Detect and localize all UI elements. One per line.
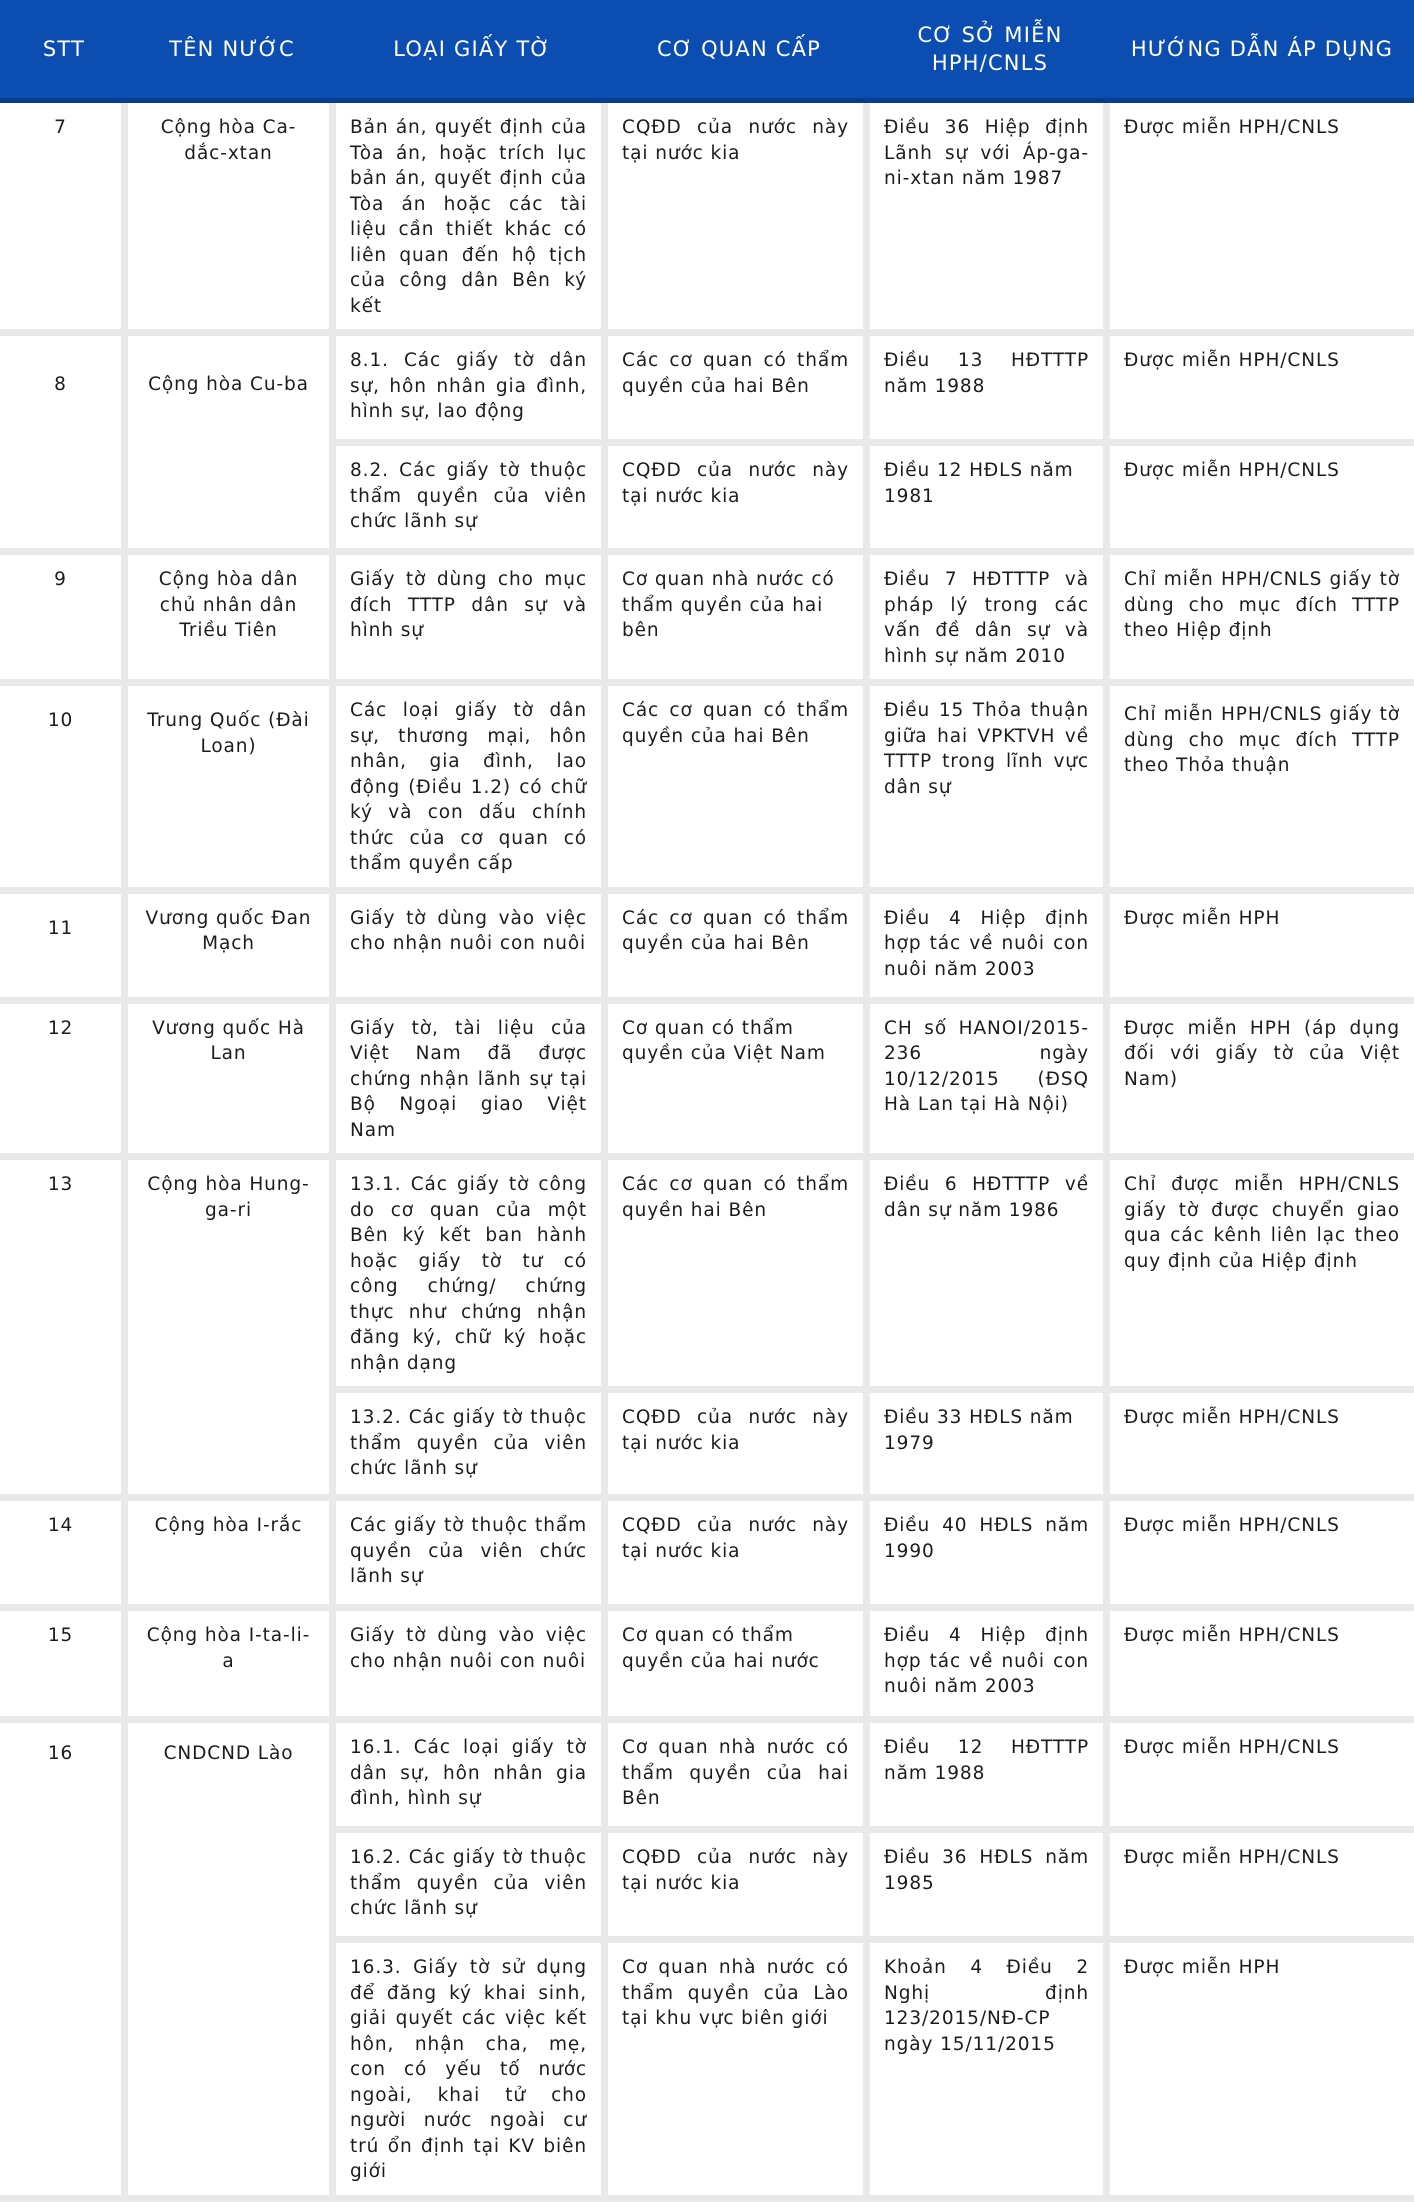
guide-cell: Chỉ được miễn HPH/CNLS giấy tờ được chuyển giao qua các kênh liên lạc theo quy định của Hiệp định	[1110, 1160, 1414, 1393]
table-body	[0, 103, 1414, 2202]
stt-cell	[0, 1723, 128, 2202]
guide-cell: Được miễn HPH/CNLS	[1110, 103, 1414, 336]
guide-cell: Được miễn HPH/CNLS	[1110, 1501, 1414, 1611]
basis-cell: Điều 33 HĐLS năm 1979	[870, 1393, 1110, 1501]
stt-value: 8	[54, 374, 67, 395]
guide-cell: Được miễn HPH (áp dụng đối với giấy tờ của Việt Nam)	[1110, 1004, 1414, 1161]
table-row	[0, 555, 1414, 686]
country-cell: Cộng hòa dân chủ nhân dân Triều Tiên	[128, 555, 336, 686]
table-row	[0, 103, 1414, 336]
basis-cell: Điều 36 Hiệp định Lãnh sự với Áp-ga-ni-xtan năm 1987	[870, 103, 1110, 336]
stt-cell: 13	[0, 1160, 128, 1501]
agency-cell: Các cơ quan có thẩm quyền của hai Bên	[608, 686, 870, 894]
stt-value: 10	[47, 710, 74, 731]
doc-type-cell: Bản án, quyết định của Tòa án, hoặc trích lục bản án, quyết định của Tòa án hoặc các tài liệu cần thiết khác có liên quan đến hộ tịch của công dân Bên ký kết	[336, 103, 608, 336]
agency-cell: Các cơ quan có thẩm quyền của hai Bên	[608, 894, 870, 1004]
basis-cell: Điều 15 Thỏa thuận giữa hai VPKTVH về TTTP trong lĩnh vực dân sự	[870, 686, 1110, 894]
stt-cell	[0, 894, 128, 1004]
country-cell	[128, 336, 336, 555]
doc-type-cell: 16.1. Các loại giấy tờ dân sự, hôn nhân gia đình, hình sự	[336, 1723, 608, 1833]
agency-cell: CQĐD của nước này tại nước kia	[608, 1393, 870, 1501]
header-agency: CƠ QUAN CẤP	[608, 0, 870, 103]
table-row	[0, 1160, 1414, 1393]
stt-cell	[0, 686, 128, 894]
doc-type-cell: 13.1. Các giấy tờ công do cơ quan của một Bên ký kết ban hành hoặc giấy tờ tư có công chứng/ chứng thực như chứng nhận đăng ký, chữ ký hoặc nhận dạng	[336, 1160, 608, 1393]
table-row	[0, 1004, 1414, 1161]
guide-cell: Được miễn HPH	[1110, 1943, 1414, 2202]
country-cell	[128, 686, 336, 894]
doc-type-cell: Giấy tờ dùng vào việc cho nhận nuôi con nuôi	[336, 894, 608, 1004]
basis-cell: Điều 12 HĐTTTP năm 1988	[870, 1723, 1110, 1833]
doc-type-cell: 16.2. Các giấy tờ thuộc thẩm quyền của viên chức lãnh sự	[336, 1833, 608, 1943]
table-row	[0, 686, 1414, 894]
guide-cell: Chỉ miễn HPH/CNLS giấy tờ dùng cho mục đích TTTP theo Hiệp định	[1110, 555, 1414, 686]
stt-cell: 15	[0, 1611, 128, 1723]
basis-cell: Điều 6 HĐTTTP về dân sự năm 1986	[870, 1160, 1110, 1393]
stt-value: 11	[47, 917, 74, 939]
doc-type-cell: Các loại giấy tờ dân sự, thương mại, hôn nhân, gia đình, lao động (Điều 1.2) có chữ ký và con dấu chính thức của cơ quan có thẩm quyền cấp	[336, 686, 608, 894]
country-cell: Vương quốc Đan Mạch	[128, 894, 336, 1004]
country-value: CNDCND Lào	[163, 1743, 294, 1764]
stt-cell: 7	[0, 103, 128, 336]
basis-cell: Điều 4 Hiệp định hợp tác về nuôi con nuôi năm 2003	[870, 1611, 1110, 1723]
guide-cell: Được miễn HPH/CNLS	[1110, 336, 1414, 446]
header-basis: CƠ SỞ MIỄN HPH/CNLS	[870, 0, 1110, 103]
basis-cell: Điều 4 Hiệp định hợp tác về nuôi con nuôi năm 2003	[870, 894, 1110, 1004]
country-cell: Cộng hòa I-rắc	[128, 1501, 336, 1611]
basis-cell: Điều 7 HĐTTTP và pháp lý trong các vấn đề dân sự và hình sự năm 2010	[870, 555, 1110, 686]
country-value: Trung Quốc (Đài Loan)	[147, 710, 310, 757]
agency-cell: CQĐD của nước này tại nước kia	[608, 103, 870, 336]
agency-cell: CQĐD của nước này tại nước kia	[608, 446, 870, 555]
doc-type-cell: Giấy tờ, tài liệu của Việt Nam đã được chứng nhận lãnh sự tại Bộ Ngoại giao Việt Nam	[336, 1004, 608, 1161]
country-cell: Cộng hòa Hung-ga-ri	[128, 1160, 336, 1501]
guide-cell: Chỉ miễn HPH/CNLS giấy tờ dùng cho mục đích TTTP theo Thỏa thuận	[1110, 686, 1414, 894]
table-header	[0, 0, 1414, 103]
table-row	[0, 894, 1414, 1004]
doc-type-cell: Giấy tờ dùng vào việc cho nhận nuôi con nuôi	[336, 1611, 608, 1723]
agency-cell: Các cơ quan có thẩm quyền của hai Bên	[608, 336, 870, 446]
country-cell	[128, 1723, 336, 2202]
agency-cell: Cơ quan có thẩm quyền của Việt Nam	[608, 1004, 870, 1161]
doc-type-cell: 13.2. Các giấy tờ thuộc thẩm quyền của viên chức lãnh sự	[336, 1393, 608, 1501]
basis-cell: Khoản 4 Điều 2 Nghị định 123/2015/NĐ-CP ngày 15/11/2015	[870, 1943, 1110, 2202]
basis-cell: Điều 40 HĐLS năm 1990	[870, 1501, 1110, 1611]
header-stt: STT	[0, 0, 128, 103]
doc-type-cell: Các giấy tờ thuộc thẩm quyền của viên chức lãnh sự	[336, 1501, 608, 1611]
guide-cell: Được miễn HPH	[1110, 894, 1414, 1004]
stt-cell: 9	[0, 555, 128, 686]
table-row	[0, 1611, 1414, 1723]
header-country: TÊN NƯỚC	[128, 0, 336, 103]
guide-cell: Được miễn HPH/CNLS	[1110, 1833, 1414, 1943]
doc-type-cell: 8.2. Các giấy tờ thuộc thẩm quyền của viên chức lãnh sự	[336, 446, 608, 555]
agency-cell: CQĐD của nước này tại nước kia	[608, 1501, 870, 1611]
agency-cell: Cơ quan nhà nước có thẩm quyền của hai bên	[608, 555, 870, 686]
header-guide: HƯỚNG DẪN ÁP DỤNG	[1110, 0, 1414, 103]
agency-cell: Cơ quan có thẩm quyền của hai nước	[608, 1611, 870, 1723]
stt-cell	[0, 336, 128, 555]
table-row	[0, 1501, 1414, 1611]
guide-cell: Được miễn HPH/CNLS	[1110, 1723, 1414, 1833]
agency-cell: CQĐD của nước này tại nước kia	[608, 1833, 870, 1943]
basis-cell: Điều 13 HĐTTTP năm 1988	[870, 336, 1110, 446]
header-doc-type: LOẠI GIẤY TỜ	[336, 0, 608, 103]
doc-type-cell: 8.1. Các giấy tờ dân sự, hôn nhân gia đình, hình sự, lao động	[336, 336, 608, 446]
agency-cell: Cơ quan nhà nước có thẩm quyền của hai Bên	[608, 1723, 870, 1833]
country-cell: Cộng hòa Ca-dắc-xtan	[128, 103, 336, 336]
stt-value: 16	[47, 1743, 74, 1764]
basis-cell: CH số HANOI/2015-236 ngày 10/12/2015 (ĐSQ Hà Lan tại Hà Nội)	[870, 1004, 1110, 1161]
country-cell: Vương quốc Hà Lan	[128, 1004, 336, 1161]
doc-type-cell: 16.3. Giấy tờ sử dụng để đăng ký khai sinh, giải quyết các việc kết hôn, nhận cha, mẹ, con có yếu tố nước ngoài, khai tử cho người nước ngoài cư trú ổn định tại KV biên giới	[336, 1943, 608, 2202]
country-cell: Cộng hòa I-ta-li-a	[128, 1611, 336, 1723]
guide-cell: Được miễn HPH/CNLS	[1110, 446, 1414, 555]
agency-cell: Cơ quan nhà nước có thẩm quyền của Lào tại khu vực biên giới	[608, 1943, 870, 2202]
table-row	[0, 1723, 1414, 1833]
table-row	[0, 336, 1414, 446]
country-value: Cộng hòa Cu-ba	[148, 374, 309, 395]
stt-cell: 12	[0, 1004, 128, 1161]
basis-cell: Điều 36 HĐLS năm 1985	[870, 1833, 1110, 1943]
guide-cell: Được miễn HPH/CNLS	[1110, 1611, 1414, 1723]
guide-cell: Được miễn HPH/CNLS	[1110, 1393, 1414, 1501]
doc-type-cell: Giấy tờ dùng cho mục đích TTTP dân sự và hình sự	[336, 555, 608, 686]
agency-cell: Các cơ quan có thẩm quyền hai Bên	[608, 1160, 870, 1393]
basis-cell: Điều 12 HĐLS năm 1981	[870, 446, 1110, 555]
stt-cell: 14	[0, 1501, 128, 1611]
